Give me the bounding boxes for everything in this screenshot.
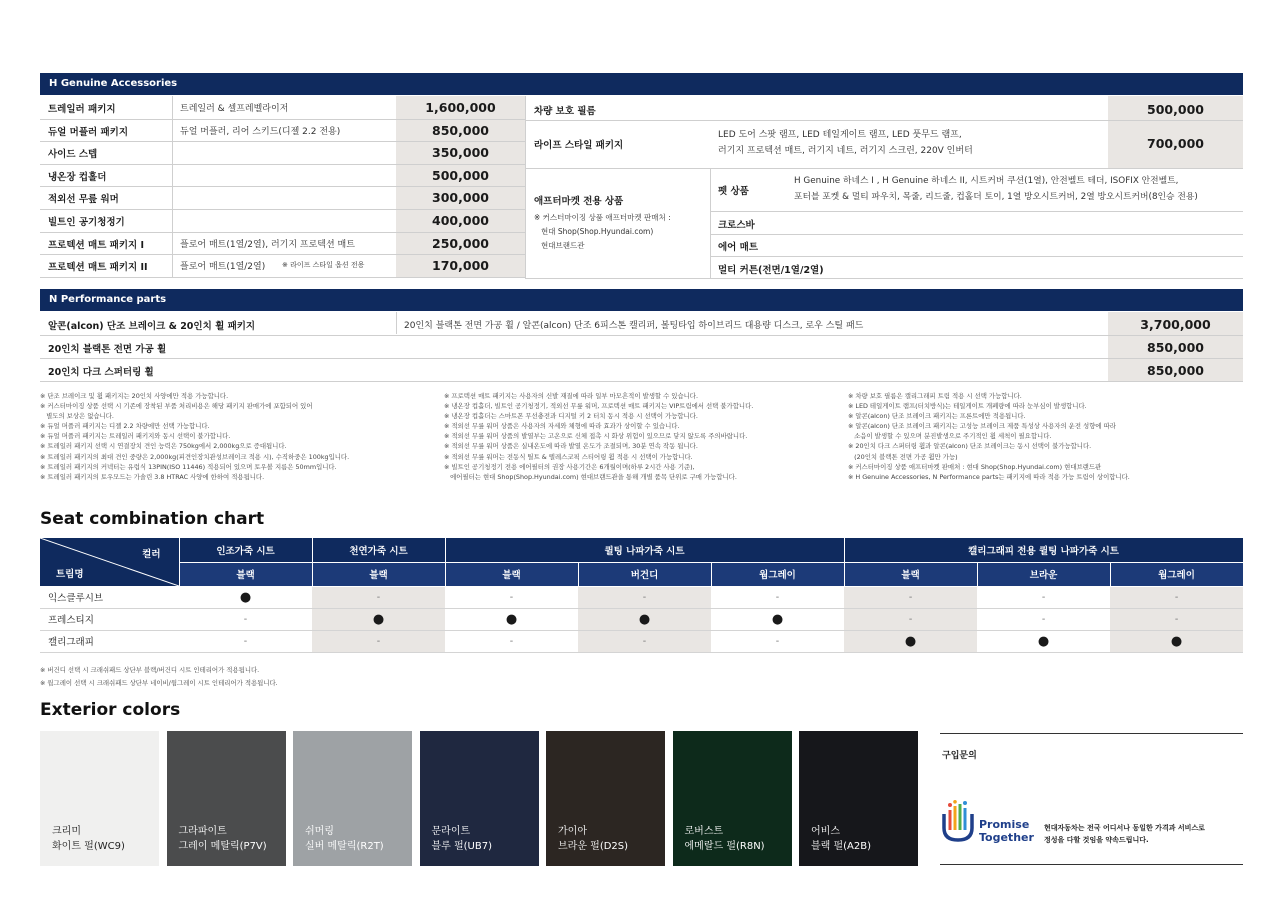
promise-together-logo-icon	[940, 800, 976, 844]
acc-item-desc: 플로어 매트(1열/2열)	[180, 262, 266, 273]
exterior-title: Exterior colors	[40, 700, 181, 720]
seat-trim-name: 프레스티지	[40, 608, 179, 630]
notes-col2	[444, 391, 753, 482]
acc-item-price: 500,000	[432, 167, 489, 183]
performance-header: N Performance parts	[40, 289, 1243, 311]
seat-color-header: 버건디	[578, 562, 711, 586]
swatch-line1: 문라이트	[431, 826, 471, 837]
lifestyle-price: 700,000	[1147, 136, 1204, 151]
acc-item-name: 빌트인 공기청정기	[48, 217, 125, 228]
acc-item-name: 사이드 스텝	[48, 149, 98, 161]
swatch-line2: 그레이 메탈릭(P7V)	[178, 841, 267, 852]
acc-item-price: 400,000	[432, 213, 489, 228]
acc-item-price: 250,000	[432, 235, 489, 251]
aftermarket-title: 애프터마켓 전용 상품	[534, 196, 624, 207]
contact-desc-line1: 현대자동차는 전국 어디서나 동일한 가격과 서비스로	[1044, 824, 1205, 832]
acc-item-price: 1,600,000	[425, 100, 496, 115]
seat-color-header: 웜그레이	[1110, 562, 1243, 586]
group-artificial-leather: 인조가죽 시트	[179, 538, 312, 562]
seat-cell	[179, 608, 312, 630]
swatch-line2: 블루 펄(UB7)	[431, 841, 493, 852]
group-natural-leather: 천연가죽 시트	[312, 538, 445, 562]
color-swatch-label	[685, 824, 765, 854]
seat-cell	[179, 586, 312, 608]
acc-item-price: 350,000	[432, 145, 489, 161]
seat-cell	[179, 630, 312, 652]
not-available-dash: -	[642, 591, 647, 603]
color-swatch-label	[52, 824, 125, 854]
available-dot-icon: ●	[1170, 633, 1183, 649]
color-swatch-label	[811, 824, 871, 854]
seat-cell	[578, 586, 711, 608]
color-swatch-label	[305, 824, 384, 854]
seat-cell	[312, 608, 445, 630]
seat-cell	[312, 630, 445, 652]
seat-table-row	[40, 586, 1243, 608]
color-swatch	[420, 731, 539, 866]
seat-cell	[445, 630, 578, 652]
note-line: ※ LED 테일게이트 램프(터치방식)는 테일게이트 개폐량에 따라 눈부심이 발생합니다.	[848, 402, 1087, 411]
swatch-line2: 브라운 펄(D2S)	[558, 841, 629, 852]
available-dot-icon: ●	[1037, 633, 1050, 649]
notes-col1	[40, 391, 349, 482]
color-swatch-label	[179, 824, 267, 854]
pet-desc-2: 포터블 포켓 & 멀티 파우치, 목줄, 리드줄, 컵홀더 토이, 1열 방오시트커버, 2열 방오시트커버(8인승 전용)	[794, 192, 1198, 202]
color-swatch-label	[432, 824, 493, 854]
color-swatch	[673, 731, 792, 866]
not-available-dash: -	[376, 635, 381, 647]
aftermarket-note-3: 현대브랜드관	[541, 241, 585, 250]
seat-color-header: 브라운	[977, 562, 1110, 586]
not-available-dash: -	[1041, 591, 1046, 603]
seat-table-row	[40, 608, 1243, 630]
seat-color-header: 블랙	[844, 562, 977, 586]
not-available-dash: -	[908, 591, 913, 603]
contact-desc	[1044, 822, 1205, 846]
note-line: ※ 냉온장 컵홀더, 빌트인 공기청정기, 적외선 무릎 워머, 프로텍션 매트 패키지는 VIP트림에서 선택 불가합니다.	[444, 402, 754, 411]
note-line: ※ 적외선 무릎 워머는 전동식 틸트 & 텔레스코픽 스티어링 휠 적용 시 선택이 가능합니다.	[444, 452, 693, 461]
pet-name: 펫 상품	[718, 186, 749, 197]
swatch-line1: 크리미	[52, 826, 81, 837]
acc-row-line	[525, 278, 710, 279]
perf-item-name: 20인치 블랙톤 전면 가공 휠	[48, 344, 167, 355]
pet-desc-1: H Genuine 하네스 I , H Genuine 하네스 II, 시트커버 쿠션(1열), 안전벨트 테더, ISOFIX 안전벨트,	[794, 176, 1179, 186]
seat-cell	[844, 608, 977, 630]
note-line: 에어필터는 현대 Shop(Shop.Hyundai.com) 현대브랜드관을 통해 개별 품목 단위로 구매 가능합니다.	[444, 472, 737, 481]
acc-item-note: ※ 라이프 스타일 옵션 전용	[282, 261, 365, 270]
note-line: ※ 적외선 무릎 워머 상품은 실내온도에 따라 발열 온도가 조절되며, 30분 연속 작동 됩니다.	[444, 442, 698, 451]
lifestyle-name: 라이프 스타일 패키지	[534, 140, 624, 151]
seat-cell	[977, 630, 1110, 652]
logo-line2: Together	[979, 831, 1034, 844]
corner-color-label: 컬러	[142, 549, 161, 560]
not-available-dash: -	[775, 591, 780, 603]
seat-color-header: 블랙	[179, 562, 312, 586]
color-swatch	[167, 731, 286, 866]
color-swatch	[40, 731, 159, 866]
logo-line1: Promise	[979, 818, 1030, 831]
acc-row-line	[710, 256, 1243, 257]
seat-trim-name: 캘리그래피	[40, 630, 179, 652]
contact-desc-line2: 정성을 다할 것임을 약속드립니다.	[1044, 836, 1149, 844]
acc-row-line	[710, 278, 1243, 279]
seat-trim-name: 익스클루시브	[40, 586, 179, 608]
seat-combination-table	[40, 538, 1244, 653]
seat-note-2: ※ 웜그레이 선택 시 크래쉬패드 상단부 네이비/웜그레이 시트 인테리어가 적용됩니다.	[40, 679, 278, 687]
perf-item-price: 3,700,000	[1140, 317, 1211, 332]
promise-logo-text	[979, 818, 1034, 844]
acc-row-line	[40, 186, 525, 187]
not-available-dash: -	[1041, 613, 1046, 625]
seat-cell	[711, 586, 844, 608]
not-available-dash: -	[908, 613, 913, 625]
swatch-line2: 에메랄드 펄(R8N)	[684, 841, 765, 852]
not-available-dash: -	[509, 591, 514, 603]
acc-row-line	[710, 211, 1243, 212]
note-line: ※ 20인치 다크 스퍼터링 휠과 알콘(alcon) 단조 브레이크는 동시 선택이 불가능합니다.	[848, 442, 1092, 451]
acc-item-price: 300,000	[432, 190, 489, 206]
note-line: ※ 냉온장 컵홀더는 스마트폰 무선충전과 디지털 키 2 터치 동시 적용 시 선택이 가능합니다.	[444, 412, 698, 421]
lifestyle-desc-2: 러기지 프로텍션 매트, 러기지 네트, 러기지 스크린, 220V 인버터	[718, 146, 973, 156]
acc-item-name: 프로텍션 매트 패키지 I	[48, 239, 145, 251]
acc-item-name: 적외선 무릎 워머	[48, 194, 119, 206]
seat-cell	[578, 630, 711, 652]
lifestyle-desc-1: LED 도어 스팟 램프, LED 테일게이트 램프, LED 풋무드 램프,	[718, 130, 962, 140]
acc-item-desc: 듀얼 머플러, 리어 스키드(디젤 2.2 전용)	[180, 126, 341, 137]
note-line: ※ 적외선 무릎 워머 상품의 발열부는 고온으로 신체 접촉 시 화상 위험이 있으므로 닿지 않도록 주의바랍니다.	[444, 432, 748, 441]
note-line: ※ 트레일러 패키지의 토우모드는 가솔린 3.8 HTRAC 사양에 한하여 적용됩니다.	[40, 472, 265, 481]
seat-cell	[445, 608, 578, 630]
seat-cell	[1110, 586, 1243, 608]
group-calligraphy-nappa: 캘리그래피 전용 퀼팅 나파가죽 시트	[844, 538, 1243, 562]
curtain-name: 멀티 커튼(전면/1열/2열)	[718, 265, 824, 276]
note-line: ※ 빌트인 공기청정기 전용 에어필터의 권장 사용기간은 6개월이며(하루 2시간 사용 기준),	[444, 462, 695, 471]
acc-item-name: 듀얼 머플러 패키지	[48, 126, 129, 138]
acc-row-line	[40, 119, 525, 120]
seat-color-header: 웜그레이	[711, 562, 844, 586]
seat-cell	[445, 586, 578, 608]
perf-row-line	[40, 381, 1243, 382]
not-available-dash: -	[243, 635, 248, 647]
note-line: 별도의 보상은 없습니다.	[40, 412, 114, 421]
perf-item-price: 850,000	[1147, 340, 1204, 355]
note-line: ※ 커스터마이징 상품 선택 시 기존에 장착된 부품 처리비용은 해당 패키지 판매가에 포함되어 있어	[40, 402, 313, 411]
note-line: ※ 커스터마이징 상품 애프터마켓 판매처 : 현대 Shop(Shop.Hyundai.com) 현대브랜드관	[848, 462, 1102, 471]
acc-row-line	[40, 141, 525, 142]
corner-header	[40, 538, 179, 586]
note-line: ※ 듀얼 머플러 패키지는 트레일러 패키지와 동시 선택이 불가합니다.	[40, 432, 231, 441]
not-available-dash: -	[509, 635, 514, 647]
acc-row-line	[525, 120, 1243, 121]
acc-row-line	[40, 164, 525, 165]
crossbar-name: 크로스바	[718, 220, 755, 231]
acc-item-name: 냉온장 컵홀더	[48, 171, 107, 183]
note-line: ※ 적외선 무릎 워머 상품은 사용자의 자세와 체형에 따라 효과가 상이할 수 있습니다.	[444, 422, 680, 431]
swatch-line1: 가이아	[558, 826, 587, 837]
film-price: 500,000	[1147, 102, 1204, 117]
airmat-name: 에어 매트	[718, 242, 759, 253]
color-swatch	[293, 731, 412, 866]
available-dot-icon: ●	[372, 611, 385, 627]
acc-row-line	[40, 254, 525, 255]
acc-row-line	[40, 277, 525, 278]
swatch-line2: 블랙 펄(A2B)	[811, 841, 872, 852]
note-line: ※ 트레일러 패키지의 최대 견인 중량은 2,000kg(피견인장치관성브레이크 적용 시), 수직하중은 100kg입니다.	[40, 452, 350, 461]
color-swatch	[546, 731, 665, 866]
seat-cell	[977, 608, 1110, 630]
note-line: ※ H Genuine Accessories, N Performance parts는 패키지에 따라 적용 가능 트림이 상이합니다.	[848, 472, 1130, 481]
not-available-dash: -	[243, 613, 248, 625]
acc-divider-2	[525, 96, 526, 278]
not-available-dash: -	[1174, 591, 1179, 603]
aftermarket-note-2: 현대 Shop(Shop.Hyundai.com)	[541, 227, 654, 236]
color-swatch	[799, 731, 918, 866]
available-dot-icon: ●	[771, 611, 784, 627]
note-line: ※ 듀얼 머플러 패키지는 디젤 2.2 차량에만 선택 가능합니다.	[40, 422, 210, 431]
swatch-line1: 어비스	[811, 826, 840, 837]
note-line: ※ 프로텍션 매트 패키지는 사용자의 신발 재질에 따라 일부 마모흔적이 발생할 수 있습니다.	[444, 392, 699, 400]
notes-col3	[848, 391, 1130, 482]
seat-cell	[578, 608, 711, 630]
not-available-dash: -	[376, 591, 381, 603]
perf-item-name: 알콘(alcon) 단조 브레이크 & 20인치 휠 패키지	[48, 321, 256, 332]
seat-table-row	[40, 630, 1243, 652]
note-line: ※ 알콘(alcon) 단조 브레이크 패키지는 고성능 브레이크 제품 특성상 사용자의 운전 성향에 따라	[848, 422, 1116, 431]
acc-row-line	[40, 232, 525, 233]
seat-cell	[1110, 608, 1243, 630]
perf-row-line	[40, 358, 1243, 359]
seat-cell	[844, 586, 977, 608]
note-line: (20인치 블랙톤 전면 가공 휠만 가능)	[848, 452, 958, 461]
seat-cell	[312, 586, 445, 608]
swatch-line2: 실버 메탈릭(R2T)	[305, 841, 384, 852]
contact-box	[940, 733, 1243, 865]
acc-row-line	[525, 168, 1243, 169]
acc-row-line	[40, 209, 525, 210]
acc-row-line	[710, 234, 1243, 235]
contact-label: 구입문의	[942, 751, 977, 761]
swatch-line2: 화이트 펄(WC9)	[52, 841, 125, 852]
not-available-dash: -	[1174, 613, 1179, 625]
aftermarket-note-1: ※ 커스터마이징 상품 애프터마켓 판매처 :	[534, 213, 671, 222]
group-quilted-nappa: 퀼팅 나파가죽 시트	[445, 538, 844, 562]
available-dot-icon: ●	[505, 611, 518, 627]
swatch-line1: 로버스트	[684, 826, 724, 837]
acc-divider-3	[710, 168, 711, 278]
acc-item-name: 프로텍션 매트 패키지 II	[48, 262, 148, 274]
not-available-dash: -	[642, 635, 647, 647]
not-available-dash: -	[775, 635, 780, 647]
note-line: ※ 알콘(alcon) 단조 브레이크 패키지는 프론트에만 적용됩니다.	[848, 412, 1026, 421]
seat-cell	[711, 608, 844, 630]
perf-item-desc: 20인치 블랙톤 전면 가공 휠 / 알콘(alcon) 단조 6피스톤 캘리퍼, 볼팅타입 하이브리드 대용량 디스크, 로우 스틸 패드	[404, 321, 864, 331]
acc-item-desc: 플로어 매트(1열/2열), 러기지 프로텍션 매트	[180, 239, 355, 250]
accessories-header: H Genuine Accessories	[40, 73, 1243, 95]
acc-item-price: 170,000	[432, 258, 489, 274]
corner-trim-label: 트림명	[56, 569, 84, 580]
seat-cell	[844, 630, 977, 652]
note-line: ※ 차량 보호 필름은 캘리그래피 트림 적용 시 선택 가능합니다.	[848, 392, 1022, 400]
perf-item-name: 20인치 다크 스퍼터링 휠	[48, 367, 154, 378]
available-dot-icon: ●	[904, 633, 917, 649]
note-line: 소음이 발생할 수 있으며 분진발생으로 주기적인 휠 세척이 필요합니다.	[848, 432, 1052, 441]
seat-cell	[1110, 630, 1243, 652]
perf-row-line	[40, 335, 1243, 336]
acc-item-name: 트레일러 패키지	[48, 104, 116, 115]
swatch-line1: 그라파이트	[178, 826, 227, 837]
available-dot-icon: ●	[239, 589, 252, 605]
perf-divider	[396, 312, 397, 334]
note-line: ※ 트레일러 패키지의 커넥터는 유럽식 13PIN(ISO 11446) 적용되어 있으며 토우볼 지름은 50mm입니다.	[40, 462, 337, 471]
note-line: ※ 단조 브레이크 및 휠 패키지는 20인치 사양에만 적용 가능합니다.	[40, 392, 229, 400]
seat-color-header: 블랙	[445, 562, 578, 586]
seat-color-header: 블랙	[312, 562, 445, 586]
note-line: ※ 트레일러 패키지 선택 시 연결장치 견인 능력은 750kg에서 2,000kg으로 증대됩니다.	[40, 442, 287, 451]
acc-item-price: 850,000	[432, 122, 489, 138]
seat-chart-title: Seat combination chart	[40, 509, 265, 529]
seat-cell	[711, 630, 844, 652]
swatch-line1: 쉬머링	[305, 826, 334, 837]
seat-cell	[977, 586, 1110, 608]
perf-item-price: 850,000	[1147, 363, 1204, 378]
film-name: 차량 보호 필름	[534, 106, 596, 117]
available-dot-icon: ●	[638, 611, 651, 627]
acc-item-desc: 트레일러 & 셀프레벨라이저	[180, 104, 289, 114]
seat-note-1: ※ 버건디 선택 시 크래쉬패드 상단부 블랙/버건디 시트 인테리어가 적용됩니다.	[40, 666, 260, 674]
color-swatch-label	[558, 824, 628, 854]
